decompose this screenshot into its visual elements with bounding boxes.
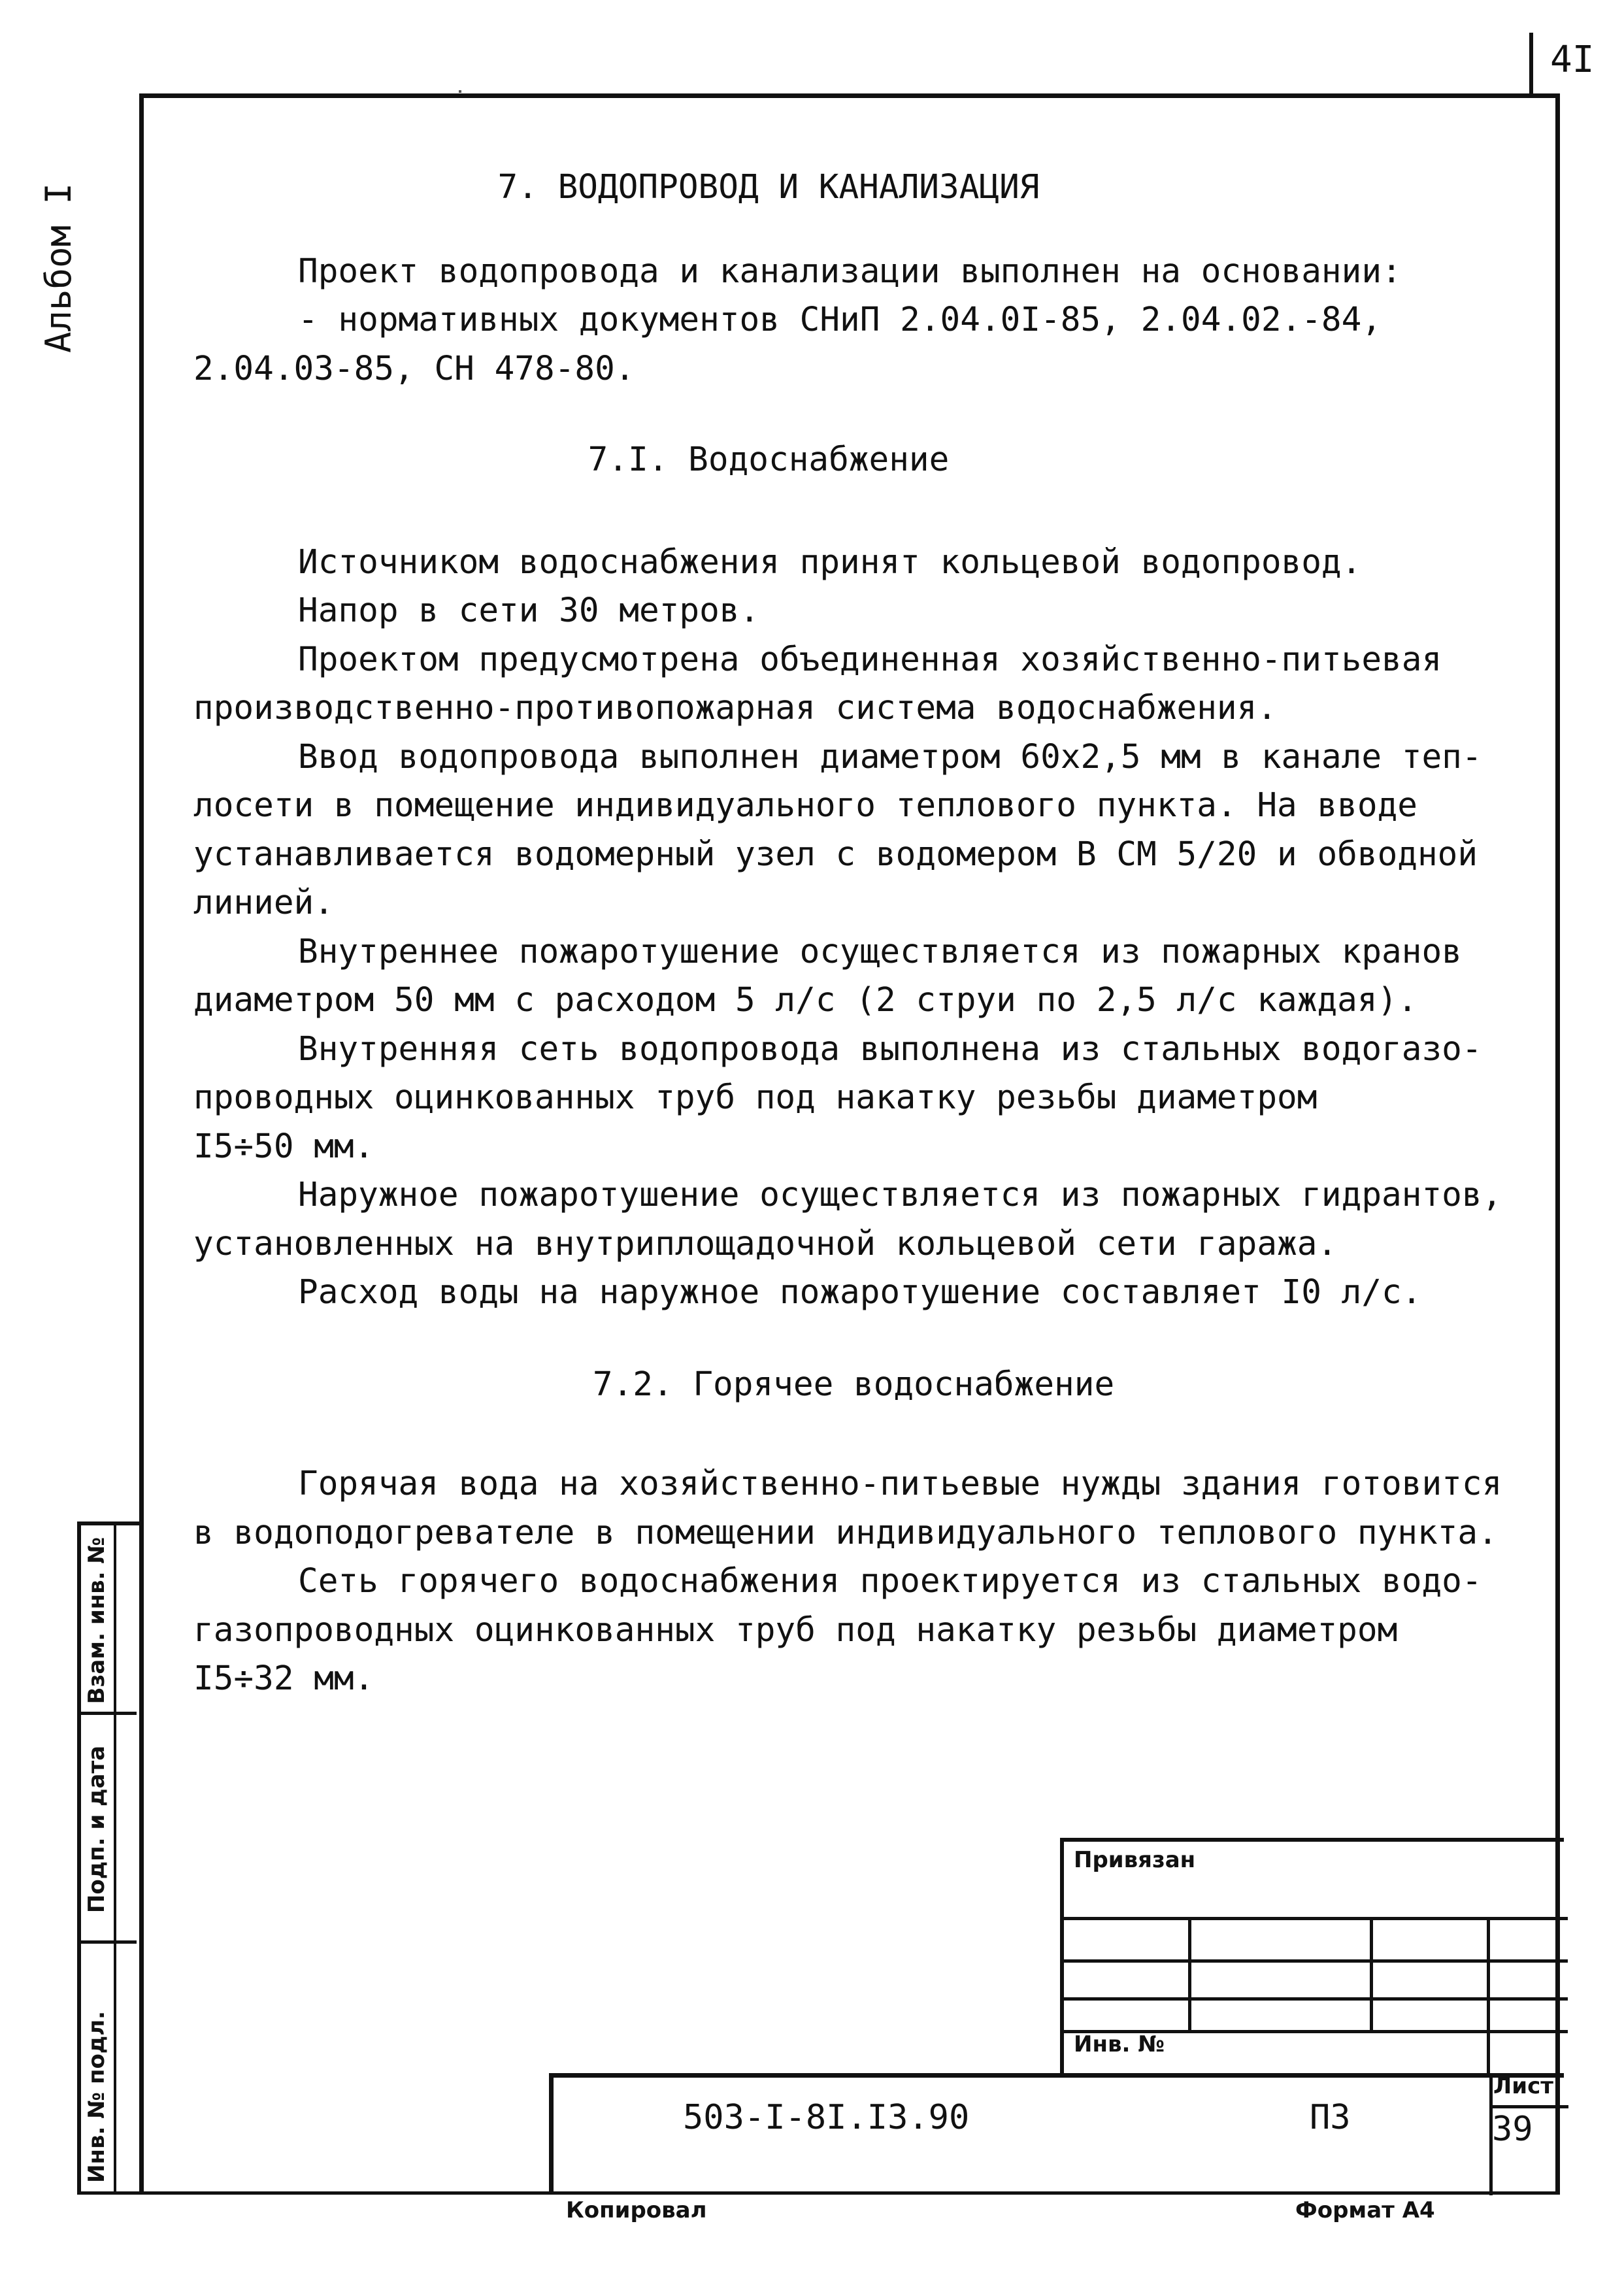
body-line: установленных на внутриплощадочной кольцевой сети гаража.: [193, 1224, 1338, 1263]
sheet-label: Лист: [1493, 2073, 1553, 2099]
body-line: Сеть горячего водоснабжения проектируется из стальных водо-: [298, 1562, 1482, 1601]
corner-tick-mark: [1529, 33, 1533, 95]
strip-separator: [81, 1712, 137, 1715]
body-line: I5÷32 мм.: [193, 1659, 374, 1698]
body-line: Расход воды на наружное пожаротушение составляет I0 л/с.: [298, 1273, 1422, 1312]
body-line: Внутренняя сеть водопровода выполнена из стальных водогазо-: [298, 1029, 1482, 1069]
body-line: линией.: [193, 884, 334, 922]
body-line: лосети в помещение индивидуального теплового пункта. На вводе: [193, 786, 1417, 825]
body-line: производственно-противопожарная система водоснабжения.: [193, 689, 1278, 727]
body-line: Горячая вода на хозяйственно-питьевые нужды здания готовится: [298, 1465, 1502, 1503]
body-line: Внутреннее пожаротушение осуществляется из пожарных кранов: [298, 932, 1462, 971]
body-line: I5÷50 мм.: [193, 1127, 374, 1166]
strip-label-podp-data: Подп. и дата: [84, 1745, 110, 1914]
fold-mark: [459, 90, 461, 93]
tb-line: [1370, 1917, 1373, 2030]
tb-line: [1487, 1917, 1490, 2077]
strip-separator: [81, 1940, 137, 1944]
strip-divider: [114, 1525, 116, 2191]
intro-line: 2.04.03-85, СН 478-80.: [193, 349, 635, 388]
body-line: Проектом предусмотрена объединенная хозяйственно-питьевая: [298, 640, 1442, 679]
body-line: проводных оцинкованных труб под накатку резьбы диаметром: [193, 1078, 1317, 1117]
subsection-title: 7.I. Водоснабжение: [588, 441, 950, 479]
body-line: Ввод водопровода выполнен диаметром 60х2,5 мм в канале теп-: [298, 737, 1482, 776]
tb-line: [1489, 2105, 1568, 2108]
strip-label-inv-podl: Инв. № подл.: [84, 2010, 110, 2183]
format-label: Формат А4: [1295, 2197, 1435, 2223]
body-line: устанавливается водомерный узел с водомером В СМ 5/20 и обводной: [193, 835, 1478, 874]
document-body: [193, 163, 1540, 1704]
tb-line: [1064, 1997, 1568, 2001]
body-line: Источником водоснабжения принят кольцевой водопровод.: [298, 542, 1362, 582]
attached-label: Привязан: [1074, 1847, 1196, 1873]
body-line: Напор в сети 30 метров.: [298, 591, 760, 630]
album-label: Альбом I: [38, 182, 79, 354]
section-title: 7. ВОДОПРОВОД И КАНАЛИЗАЦИЯ: [497, 168, 1040, 207]
document-code: 503-I-8I.I3.90: [683, 2098, 970, 2137]
subsection-title: 7.2. Горячее водоснабжение: [592, 1365, 1115, 1404]
strip-label-vzam-inv: Взам. инв. №: [84, 1537, 110, 1704]
page-number: 4I: [1550, 39, 1595, 81]
tb-line: [1188, 1917, 1191, 2030]
intro-line: - нормативных документов СНиП 2.04.0I-85, 2.04.02.-84,: [298, 301, 1382, 339]
inv-number-label: Инв. №: [1074, 2031, 1165, 2057]
body-line: Наружное пожаротушение осуществляется из пожарных гидрантов,: [298, 1176, 1502, 1214]
intro-line: Проект водопровода и канализации выполнен на основании:: [298, 252, 1402, 291]
sheet-number: 39: [1492, 2110, 1533, 2149]
body-line: диаметром 50 мм с расходом 5 л/с (2 струи по 2,5 л/с каждая).: [193, 981, 1417, 1020]
document-type: ПЗ: [1310, 2098, 1351, 2137]
left-stamp-strip: [77, 1521, 141, 2195]
body-line: в водоподогревателе в помещении индивидуального теплового пункта.: [193, 1513, 1498, 1552]
copied-by-label: Копировал: [566, 2197, 707, 2223]
body-line: газопроводных оцинкованных труб под накатку резьбы диаметром: [193, 1610, 1398, 1650]
tb-line: [1064, 1959, 1568, 1963]
tb-line: [1064, 1917, 1568, 1920]
